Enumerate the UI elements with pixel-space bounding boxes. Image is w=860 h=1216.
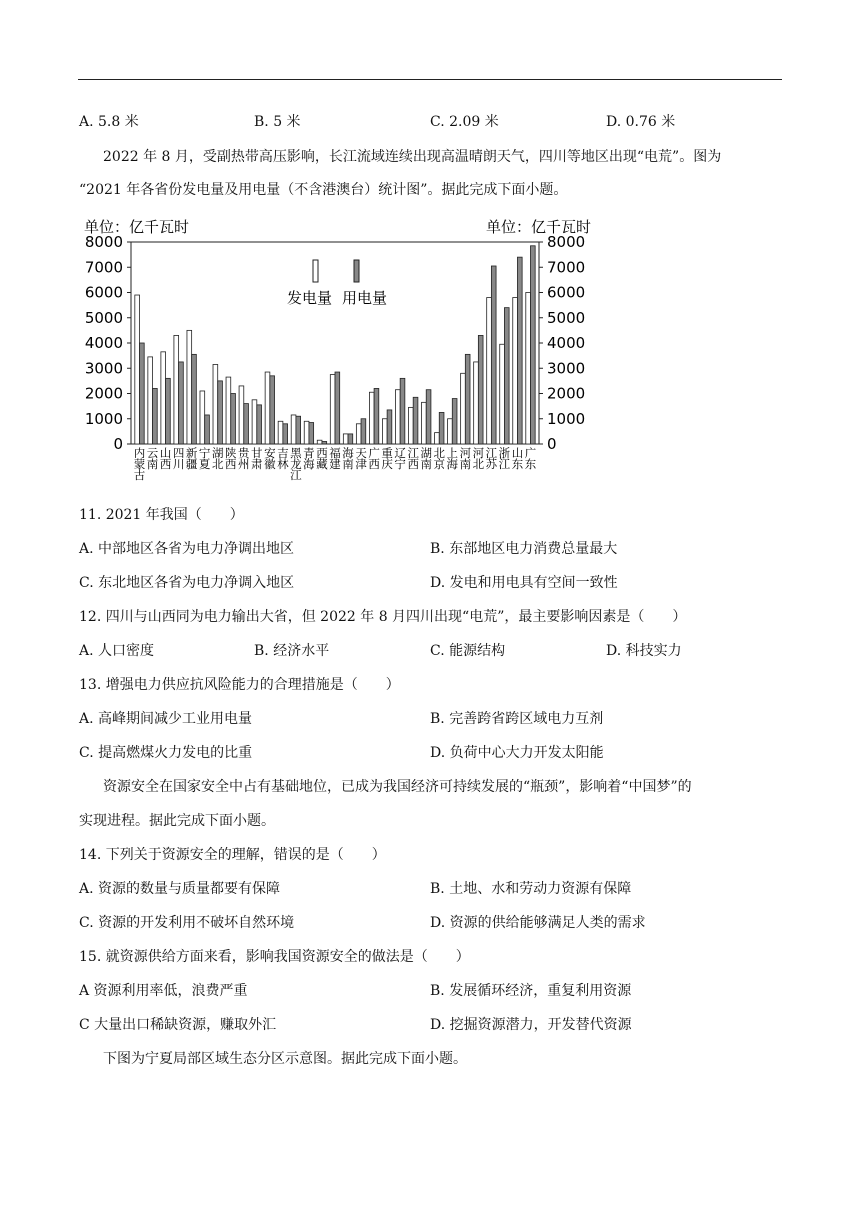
q15-stem: 15. 就资源供给方面来看，影响我国资源安全的做法是（ ） xyxy=(79,949,470,965)
bar-consumption xyxy=(504,308,509,444)
intro-paragraph-line1: 2022 年 8 月，受副热带高压影响，长江流域连续出现高温晴朗天气，四川等地区出现“电荒”。图为 xyxy=(103,149,722,165)
left-unit-label: 单位：亿千瓦时 xyxy=(84,218,190,236)
bar-consumption xyxy=(491,266,496,444)
bar-consumption xyxy=(400,378,405,444)
bar-generation xyxy=(252,400,257,444)
bar-generation xyxy=(265,372,270,444)
bar-generation xyxy=(317,440,322,444)
q11-option-c: C. 东北地区各省为电力净调入地区 xyxy=(79,575,295,591)
bar-generation xyxy=(278,421,283,444)
x-tick-label: 山东 xyxy=(511,446,524,471)
q13-option-b: B. 完善跨省跨区域电力互剂 xyxy=(430,711,604,727)
bar-consumption xyxy=(257,405,262,444)
bar-consumption xyxy=(335,372,340,444)
bar-generation xyxy=(148,357,153,444)
bar-consumption xyxy=(192,354,197,444)
q12-option-a: A. 人口密度 xyxy=(79,643,155,659)
legend-swatch-generation xyxy=(313,260,318,282)
right-axis xyxy=(539,233,585,453)
bar-generation xyxy=(500,344,505,444)
left-axis xyxy=(85,233,131,453)
bar-generation xyxy=(135,295,140,444)
x-tick-label: 吉林 xyxy=(277,446,289,471)
bar-consumption xyxy=(153,388,158,444)
bar-generation xyxy=(330,375,335,444)
x-tick-label: 西藏 xyxy=(316,446,328,471)
bar-consumption xyxy=(465,354,470,444)
bar-consumption xyxy=(270,376,275,444)
q14-stem: 14. 下列关于资源安全的理解，错误的是（ ） xyxy=(79,847,386,863)
option-d: D. 0.76 米 xyxy=(606,114,676,130)
bar-generation xyxy=(356,424,361,444)
left-tick-label: 0 xyxy=(113,435,123,453)
x-tick-label: 云南 xyxy=(146,446,159,471)
bar-consumption xyxy=(374,388,379,444)
bar-generation xyxy=(304,421,309,444)
x-tick-label: 海南 xyxy=(342,446,354,471)
q15-option-b: B. 发展循环经济，重复利用资源 xyxy=(430,983,632,999)
q12-option-b: B. 经济水平 xyxy=(254,643,330,659)
intro-paragraph-line2: “2021 年各省份发电量及用电量（不含港澳台）统计图”。据此完成下面小题。 xyxy=(79,182,568,198)
bar-generation xyxy=(474,362,479,444)
left-tick-label: 2000 xyxy=(84,384,123,403)
x-tick-label: 浙江 xyxy=(498,446,511,471)
x-tick-label: 宁夏 xyxy=(198,446,211,471)
x-tick-label: 天津 xyxy=(355,446,367,471)
legend-swatch-consumption xyxy=(354,260,359,282)
right-tick-label: 0 xyxy=(547,435,557,453)
left-tick-label: 1000 xyxy=(84,409,123,428)
q12-option-d: D. 科技实力 xyxy=(606,643,682,659)
x-tick-label: 贵州 xyxy=(238,446,250,471)
x-tick-label: 广西 xyxy=(368,446,380,471)
left-tick-label: 8000 xyxy=(84,233,123,251)
x-tick-label: 黑龙江 xyxy=(290,446,302,482)
q13-stem: 13. 增强电力供应抗风险能力的合理措施是（ ） xyxy=(79,677,400,693)
bar-consumption xyxy=(218,381,223,444)
bar-consumption xyxy=(348,434,353,444)
electricity-bar-chart xyxy=(60,212,620,482)
bar-generation xyxy=(513,298,518,444)
bar-consumption xyxy=(426,390,431,444)
q11-option-d: D. 发电和用电具有空间一致性 xyxy=(430,575,618,591)
bar-consumption xyxy=(361,419,366,444)
bar-generation xyxy=(213,364,218,444)
bar-consumption xyxy=(413,397,418,444)
legend-label-consumption: 用电量 xyxy=(342,289,388,307)
bar-generation xyxy=(448,419,453,444)
q14-option-a: A. 资源的数量与质量都要有保障 xyxy=(79,881,281,897)
q14-option-d: D. 资源的供给能够满足人类的需求 xyxy=(430,915,646,931)
bar-consumption xyxy=(452,399,457,444)
x-axis-labels xyxy=(134,446,537,482)
q15-option-c: C 大量出口稀缺资源，赚取外汇 xyxy=(79,1017,277,1033)
q11-stem: 11. 2021 年我国（ ） xyxy=(79,507,244,523)
bar-generation xyxy=(487,298,492,444)
right-tick-label: 2000 xyxy=(547,384,586,403)
x-tick-label: 江苏 xyxy=(485,446,498,471)
bar-consumption xyxy=(205,415,210,444)
intro2-line1: 资源安全在国家安全中占有基础地位，已成为我国经济可持续发展的“瓶颈”，影响着“中国梦”的 xyxy=(103,779,692,795)
left-tick-label: 7000 xyxy=(84,258,123,277)
q11-option-a: A. 中部地区各省为电力净调出地区 xyxy=(79,541,295,557)
intro3: 下图为宁夏局部区域生态分区示意图。据此完成下面小题。 xyxy=(103,1051,467,1067)
header-rule xyxy=(78,79,782,80)
q14-option-c: C. 资源的开发利用不破坏自然环境 xyxy=(79,915,295,931)
bar-generation xyxy=(161,352,166,444)
q15-option-a: A 资源利用率低，浪费严重 xyxy=(79,983,248,999)
q15-option-d: D. 挖掘资源潜力，开发替代资源 xyxy=(430,1017,632,1033)
bar-consumption xyxy=(322,441,327,444)
left-tick-label: 5000 xyxy=(84,308,123,327)
bar-consumption xyxy=(296,416,301,444)
right-tick-label: 4000 xyxy=(547,334,586,352)
bar-generation xyxy=(526,293,531,445)
bar-generation xyxy=(239,386,244,444)
x-tick-label: 江西 xyxy=(407,446,419,471)
right-tick-label: 5000 xyxy=(547,308,586,327)
x-tick-label: 河北 xyxy=(472,446,485,471)
bar-generation xyxy=(369,392,374,444)
bar-generation xyxy=(343,434,348,444)
x-tick-label: 新疆 xyxy=(185,446,198,471)
x-tick-label: 陕西 xyxy=(224,446,237,471)
bar-consumption xyxy=(387,410,392,444)
bar-consumption xyxy=(140,343,145,444)
right-tick-label: 3000 xyxy=(547,359,586,378)
bar-consumption xyxy=(309,423,314,444)
legend-label-generation: 发电量 xyxy=(287,289,333,307)
legend xyxy=(287,260,387,307)
x-tick-label: 青海 xyxy=(303,446,315,471)
q13-option-c: C. 提高燃煤火力发电的比重 xyxy=(79,745,253,761)
bar-consumption xyxy=(530,246,535,444)
bar-generation xyxy=(422,402,427,444)
x-tick-label: 河南 xyxy=(459,446,472,471)
bar-generation xyxy=(435,433,440,444)
bar-consumption xyxy=(439,412,444,444)
right-tick-label: 1000 xyxy=(547,409,586,428)
bar-consumption xyxy=(478,335,483,444)
bars xyxy=(135,246,535,444)
intro2-line2: 实现进程。据此完成下面小题。 xyxy=(79,813,275,829)
bar-generation xyxy=(200,391,205,444)
bar-generation xyxy=(382,419,387,444)
q14-option-b: B. 土地、水和劳动力资源有保障 xyxy=(430,881,632,897)
bar-generation xyxy=(291,415,296,444)
right-tick-label: 7000 xyxy=(547,258,586,277)
x-tick-label: 湖南 xyxy=(420,446,432,471)
option-c: C. 2.09 米 xyxy=(430,114,499,130)
x-tick-label: 山西 xyxy=(159,446,172,471)
q13-option-d: D. 负荷中心大力开发太阳能 xyxy=(430,745,604,761)
q12-stem: 12. 四川与山西同为电力输出大省，但 2022 年 8 月四川出现“电荒”，最主要影响因素是（ ） xyxy=(79,609,687,625)
x-tick-label: 四川 xyxy=(172,446,185,471)
x-tick-label: 重庆 xyxy=(381,446,393,471)
x-tick-label: 广东 xyxy=(524,446,537,471)
bar-generation xyxy=(187,330,192,444)
x-tick-label: 辽宁 xyxy=(394,446,406,471)
x-tick-label: 上海 xyxy=(446,446,459,471)
right-tick-label: 6000 xyxy=(547,283,586,302)
x-tick-label: 湖北 xyxy=(211,446,224,471)
q11-option-b: B. 东部地区电力消费总量最大 xyxy=(430,541,618,557)
q12-option-c: C. 能源结构 xyxy=(430,643,506,659)
bar-generation xyxy=(174,335,179,444)
q13-option-a: A. 高峰期间减少工业用电量 xyxy=(79,711,253,727)
option-a: A. 5.8 米 xyxy=(79,114,139,130)
x-tick-label: 福建 xyxy=(329,446,341,471)
bar-consumption xyxy=(244,404,249,444)
left-tick-label: 4000 xyxy=(84,334,123,352)
x-tick-label: 内蒙古 xyxy=(133,446,146,482)
bar-generation xyxy=(226,377,231,444)
option-b: B. 5 米 xyxy=(254,114,301,130)
bar-consumption xyxy=(231,394,236,445)
right-unit-label: 单位：亿千瓦时 xyxy=(486,218,592,236)
bar-consumption xyxy=(517,257,522,444)
bar-consumption xyxy=(283,424,288,444)
right-tick-label: 8000 xyxy=(547,233,586,251)
left-tick-label: 3000 xyxy=(84,359,123,378)
x-tick-label: 甘肃 xyxy=(251,446,263,471)
bar-generation xyxy=(461,373,466,444)
x-tick-label: 北京 xyxy=(433,446,446,471)
bar-generation xyxy=(409,407,414,444)
left-tick-label: 6000 xyxy=(84,283,123,302)
bar-generation xyxy=(395,390,400,444)
x-tick-label: 安徽 xyxy=(264,446,276,471)
bar-consumption xyxy=(166,378,171,444)
bar-consumption xyxy=(179,362,184,444)
